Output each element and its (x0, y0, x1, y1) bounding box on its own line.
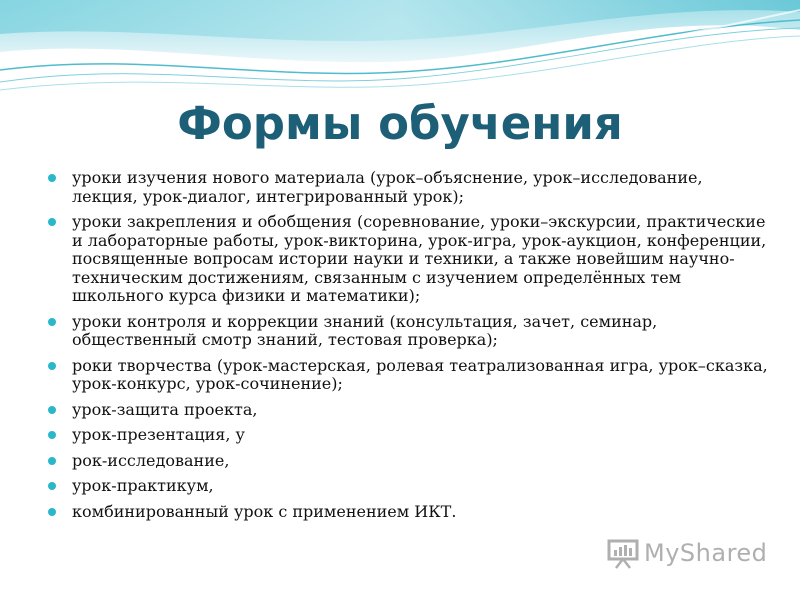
list-item (48, 477, 768, 496)
list-item (48, 401, 768, 420)
list-item (48, 452, 768, 471)
list-item (48, 357, 768, 394)
watermark-text: MyShared (644, 539, 768, 567)
bullet-list (48, 169, 768, 528)
bullet-dot-icon (48, 482, 56, 490)
list-item-text: урок-защита проекта, (72, 399, 258, 419)
bullet-dot-icon (48, 406, 56, 414)
list-item-text: рок-исследование, (72, 450, 230, 470)
bullet-dot-icon (48, 362, 56, 370)
header-wave-decoration (0, 0, 800, 100)
list-item-text: урок-практикум, (72, 476, 214, 495)
list-item (48, 313, 768, 350)
bullet-dot-icon (48, 318, 56, 326)
list-item (48, 503, 768, 522)
list-item (48, 213, 768, 306)
myshared-watermark (606, 535, 768, 571)
bullet-dot-icon (48, 431, 56, 439)
list-item (48, 426, 768, 445)
slide-title: Формы обучения (177, 97, 623, 150)
bullet-dot-icon (48, 174, 56, 182)
list-item-text: уроки контроля и коррекции знаний (консультация, зачет, семинар, общественный смотр знаний, тестовая проверка); (72, 311, 658, 349)
list-item-text: урок-презентация, у (72, 425, 245, 444)
bullet-dot-icon (48, 218, 56, 226)
list-item (48, 169, 768, 206)
bullet-dot-icon (48, 457, 56, 465)
bullet-dot-icon (48, 508, 56, 516)
list-item-text: комбинированный урок с применением ИКТ. (72, 501, 457, 521)
list-item-text: уроки изучения нового материала (урок–объяснение, урок–исследование, лекция, урок-диалог, интегрированный урок); (72, 168, 703, 206)
list-item-text: уроки закрепления и обобщения (соревнование, уроки–экскурсии, практические и лабораторные работы, урок-викторина, урок-игра, урок-аукцион, конференции, посвященные вопросам истории науки и техники, а также новейшим научно-техническим достижениям, связанным с изучением определённых тем школьного курса физики и математики); (72, 212, 767, 305)
list-item-text: роки творчества (урок-мастерская, ролевая театрализованная игра, урок–сказка, урок-конкурс, урок-сочинение); (72, 355, 768, 393)
presentation-board-icon (606, 536, 640, 570)
